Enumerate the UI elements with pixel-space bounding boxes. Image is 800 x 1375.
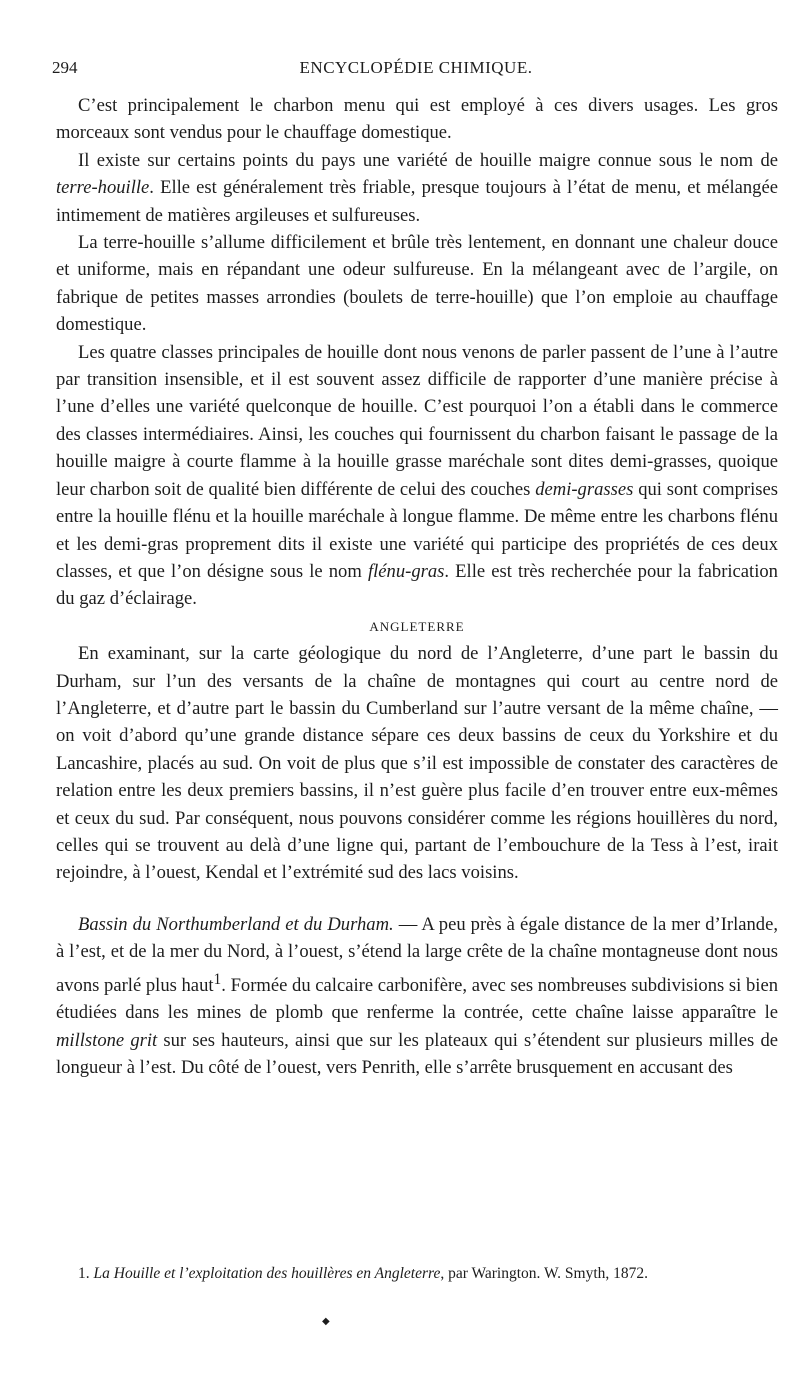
page-number: 294 (52, 58, 78, 77)
footnote (56, 1264, 778, 1284)
paragraph-4-text: Les quatre classes principales de houille dont nous venons de parler passent de l’une à l’autre par transition insensible, et il est souvent assez difficile de rapporter d’une manière précise à l’une d’elles une variété quelconque de houille. C’est pourquoi l’on a établi dans le commerce des classes intermédiaires. Ainsi, les couches qui fournissent du charbon faisant le passage de la houille maigre à courte flamme à la houille grasse maréchale sont dites demi-grasses, quoique leur charbon soit de qualité bien différente de celui des couches (56, 341, 778, 500)
paragraph-3: La terre-houille s’allume difficilement et brûle très lentement, en donnant une chaleur douce et uniforme, mais en répandant une odeur sulfureuse. En la mélangeant avec de l’argile, on fabrique de petites masses arrondies (boulets de terre-houille) que l’on emploie au chauffage domestique. (56, 232, 778, 336)
paragraph-6 (56, 911, 778, 1082)
footnote-rest: , par Warington. W. Smyth, 1872. (440, 1265, 649, 1282)
paragraph-1: C’est principalement le charbon menu qui est employé à ces divers usages. Les gros morceaux sont vendus pour le chauffage domestique. (56, 95, 778, 144)
footnote-text (56, 1264, 778, 1284)
paragraph-6-emphasis: millstone grit (56, 1029, 158, 1051)
paragraph-4-emphasis-1: demi-grasses (535, 478, 634, 500)
paragraph-6-text-end: sur ses hauteurs, ainsi que sur les plateaux qui s’étendent sur plusieurs milles de longueur à l’est. Du côté de l’ouest, vers Penrith, elle s’arrête brusquement en accusant des (56, 1029, 779, 1078)
footnote-title: La Houille et l’exploitation des houillères en Angleterre (93, 1265, 441, 1282)
footnote-marker: 1 (213, 970, 222, 988)
running-title: ENCYCLOPÉDIE CHIMIQUE. (299, 58, 533, 77)
page-header (52, 58, 780, 82)
paragraph-4-text-end: . Elle est très recherchée pour la fabrication du gaz d’éclairage. (56, 560, 778, 610)
paragraph-2-text-end: . Elle est généralement très friable, presque toujours à l’état de menu, et mélangée intimement de matières argileuses et sulfureuses. (56, 177, 778, 226)
section-title: ANGLETERRE (369, 618, 465, 634)
ornament-icon: ◆ (322, 1316, 330, 1327)
paragraph-2 (56, 147, 778, 229)
paragraph-gap (56, 887, 778, 911)
paragraph-6-text: — A peu près à égale distance de la mer d’Irlande, à l’est, et de la mer du Nord, à l’ouest, s’étend la large crête de la chaîne montagneuse dont nous avons parlé plus haut (56, 913, 778, 996)
footnote-number: 1. (78, 1265, 94, 1282)
paragraph-2-text: Il existe sur certains points du pays une variété de houille maigre connue sous le nom de (78, 149, 778, 171)
paragraph-4-emphasis-2: flénu-gras (367, 560, 445, 582)
paragraph-5: En examinant, sur la carte géologique du nord de l’Angleterre, d’une part le bassin du Durham, sur l’un des versants de la chaîne de montagnes qui court au centre nord de l’Angleterre, et d’autre part le bassin du Cumberland sur l’autre versant de la même chaîne, — on voit d’abord qu’une grande distance sépare ces deux bassins de ceux du Yorkshire et du Lancashire, placés au sud. On voit de plus que s’il est impossible de constater des caractères de relation entre les deux premiers bassins, il n’est guère plus facile d’en trouver entre eux-mêmes et ceux du sud. Par conséquent, nous pouvons considérer comme les régions houillères du nord, celles qui se trouvent au delà d’une ligne qui, partant de l’embouchure de la Tess à l’est, irait rejoindre, à l’ouest, Kendal et l’extrémité sud des lacs voisins. (56, 643, 778, 884)
paragraph-4 (56, 339, 778, 613)
paragraph-4-text-middle: qui sont comprises entre la houille flénu et la houille maréchale à longue flamme. De même entre les charbons flénu et les demi-gras proprement dits il existe une variété qui participe des propriétés de ces deux classes, et que l’on désigne sous le nom (56, 478, 778, 582)
paragraph-6-text-middle: . Formée du calcaire carbonifère, avec ses nombreuses subdivisions si bien étudiées dans les mines de plomb que renferme la contrée, cette chaîne laisse apparaître le (56, 974, 778, 1024)
paragraph-6-heading: Bassin du Northumberland et du Durham. (78, 913, 394, 935)
paragraph-2-emphasis: terre-houille (56, 177, 150, 199)
main-text (56, 92, 778, 1081)
